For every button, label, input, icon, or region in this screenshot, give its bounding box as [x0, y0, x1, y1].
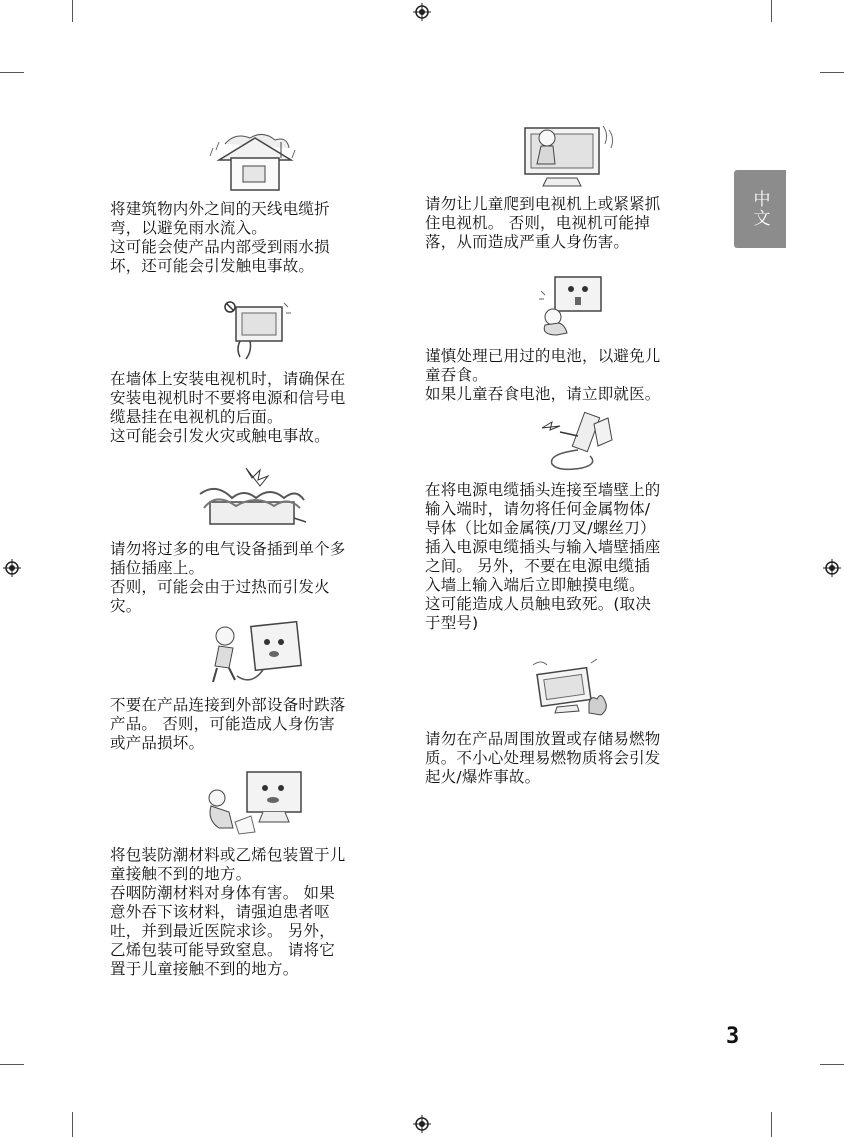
- text-line: 产品。 否则，可能造成人身伤害: [110, 715, 335, 733]
- text-line: 童接触不到的地方。: [110, 865, 252, 883]
- text-line: 请勿将过多的电气设备插到单个多: [110, 540, 346, 558]
- crop-mark: [820, 1064, 844, 1065]
- text-line: 童吞食。: [425, 366, 488, 384]
- crop-mark: [0, 72, 24, 73]
- text-line: 坏，还可能会引发触电事故。: [110, 257, 315, 275]
- text-line: 之间。 另外，不要在电源电缆插: [425, 557, 650, 575]
- text-line: 在墙体上安装电视机时，请确保在: [110, 370, 346, 388]
- text-line: 或产品损坏。: [110, 734, 205, 752]
- text-line: 落，从而造成严重人身伤害。: [425, 233, 630, 251]
- registration-mark-icon: [413, 1115, 431, 1133]
- text-line: 乙烯包装可能导致窒息。 请将它: [110, 941, 335, 959]
- warning-flammable-text: [425, 730, 705, 787]
- plug-shock-icon: [538, 410, 618, 472]
- text-line: 插入电源电缆插头与输入墙壁插座: [425, 538, 661, 556]
- text-line: 弯，以避免雨水流入。: [110, 219, 268, 237]
- child-tripping-cable-icon: [207, 620, 305, 688]
- warning-power-strip-text: [110, 540, 390, 616]
- text-line: 请勿让儿童爬到电视机上或紧紧抓: [425, 195, 661, 213]
- crop-mark: [771, 0, 772, 22]
- child-packaging-icon: [203, 768, 307, 836]
- text-line: 将包装防潮材料或乙烯包装置于儿: [110, 846, 346, 864]
- text-line: 缆悬挂在电视机的后面。: [110, 408, 283, 426]
- warning-packaging-text: [110, 846, 390, 979]
- crop-mark: [72, 0, 73, 22]
- crop-mark: [72, 1112, 73, 1137]
- text-line: 意外吞下该材料，请强迫患者呕: [110, 903, 330, 921]
- text-line: 如果儿童吞食电池，请立即就医。: [425, 385, 661, 403]
- wall-mount-cable-icon: [222, 297, 294, 361]
- text-line: 导体（比如金属筷/刀叉/螺丝刀）: [425, 519, 656, 537]
- flammable-items-icon: [531, 657, 611, 723]
- page-number: 3: [726, 1024, 740, 1049]
- crop-mark: [0, 1064, 24, 1065]
- text-line: 安装电视机时不要将电源和信号电: [110, 389, 346, 407]
- text-line: 将建筑物内外之间的天线电缆折: [110, 200, 330, 218]
- crop-mark: [820, 72, 844, 73]
- text-line: 置于儿童接触不到的地方。: [110, 960, 299, 978]
- text-line: 谨慎处理已用过的电池，以避免儿: [425, 347, 661, 365]
- text-line: 吐，并到最近医院求诊。 另外，: [110, 922, 335, 940]
- text-line: 这可能会使产品内部受到雨水损: [110, 238, 330, 256]
- text-line: 入墙上输入端后立即触摸电缆。: [425, 576, 645, 594]
- language-tab-label: 中文: [749, 190, 770, 228]
- text-line: 输入端时，请勿将任何金属物体/: [425, 500, 651, 518]
- warning-trip-cable-text: [110, 696, 390, 753]
- warning-wall-mount-text: [110, 370, 390, 446]
- house-rain-icon: [205, 128, 305, 192]
- text-line: 起火/爆炸事故。: [425, 768, 541, 786]
- text-line: 插位插座上。: [110, 559, 205, 577]
- text-line: 吞咽防潮材料对身体有害。 如果: [110, 884, 335, 902]
- text-line: 在将电源电缆插头连接至墙壁上的: [425, 481, 661, 499]
- warning-antenna-text: [110, 200, 390, 276]
- text-line: 这可能会引发火灾或触电事故。: [110, 427, 330, 445]
- text-line: 不要在产品连接到外部设备时跌落: [110, 696, 346, 714]
- registration-mark-icon: [413, 3, 431, 21]
- language-tab: [734, 170, 786, 248]
- registration-mark-icon: [3, 559, 21, 577]
- text-line: 灾。: [110, 597, 142, 615]
- crop-mark: [771, 1112, 772, 1137]
- text-line: 于型号): [425, 614, 479, 632]
- warning-plug-text: [425, 481, 705, 633]
- warning-battery-text: [425, 347, 705, 404]
- text-line: 住电视机。 否则，电视机可能掉: [425, 214, 650, 232]
- text-line: 请勿在产品周围放置或存储易燃物: [425, 730, 661, 748]
- child-climbing-tv-icon: [517, 120, 617, 192]
- text-line: 这可能造成人员触电致死。(取决: [425, 595, 652, 613]
- warning-climbing-text: [425, 195, 705, 252]
- text-line: 否则，可能会由于过热而引发火: [110, 578, 330, 596]
- overloaded-power-strip-icon: [196, 464, 308, 538]
- child-battery-icon: [537, 273, 607, 337]
- text-line: 质。不小心处理易燃物质将会引发: [425, 749, 661, 767]
- registration-mark-icon: [823, 559, 841, 577]
